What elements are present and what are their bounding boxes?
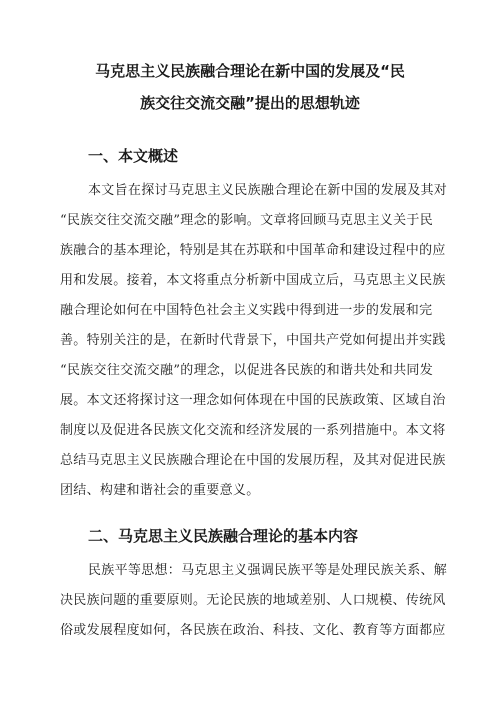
document-title-line-1: 马克思主义民族融合理论在新中国的发展及“民: [95, 62, 405, 80]
document-title-line-2: 族交往交流交融”提出的思想轨迹: [140, 94, 360, 112]
section-1-heading: 一、本文概述: [88, 147, 179, 165]
section-1-line: “民族交往交流交融”理念的影响。文章将回顾马克思主义关于民: [60, 213, 433, 228]
section-1-line: 用和发展。接着，本文将重点分析新中国成立后，马克思主义民族: [60, 273, 446, 288]
section-1-line: 本文旨在探讨马克思主义民族融合理论在新中国的发展及其对: [88, 183, 448, 198]
section-1-line: 善。特别关注的是，在新时代背景下，中国共产党如何提出并实践: [60, 333, 446, 348]
section-1-line: 展。本文还将探讨这一理念如何体现在中国的民族政策、区域自治: [60, 393, 446, 408]
section-2-line: 民族平等思想：马克思主义强调民族平等是处理民族关系、解: [88, 563, 448, 578]
section-1-line: “民族交往交流交融”的理念，以促进各民族的和谐共处和共同发: [60, 363, 433, 378]
section-1-line: 总结马克思主义民族融合理论在中国的发展历程，及其对促进民族: [60, 453, 446, 468]
section-1-line: 族融合的基本理论，特别是其在苏联和中国革命和建设过程中的应: [60, 243, 446, 258]
section-1-line: 团结、构建和谐社会的重要意义。: [60, 483, 260, 498]
section-1-line: 制度以及促进各民族文化交流和经济发展的一系列措施中。本文将: [60, 423, 446, 438]
section-2-heading: 二、马克思主义民族融合理论的基本内容: [88, 527, 359, 545]
section-1-line: 融合理论如何在中国特色社会主义实践中得到进一步的发展和完: [60, 303, 433, 318]
section-2-line: 俗或发展程度如何，各民族在政治、科技、文化、教育等方面都应: [60, 623, 446, 638]
section-2-line: 决民族问题的重要原则。无论民族的地域差别、人口规模、传统风: [60, 593, 446, 608]
